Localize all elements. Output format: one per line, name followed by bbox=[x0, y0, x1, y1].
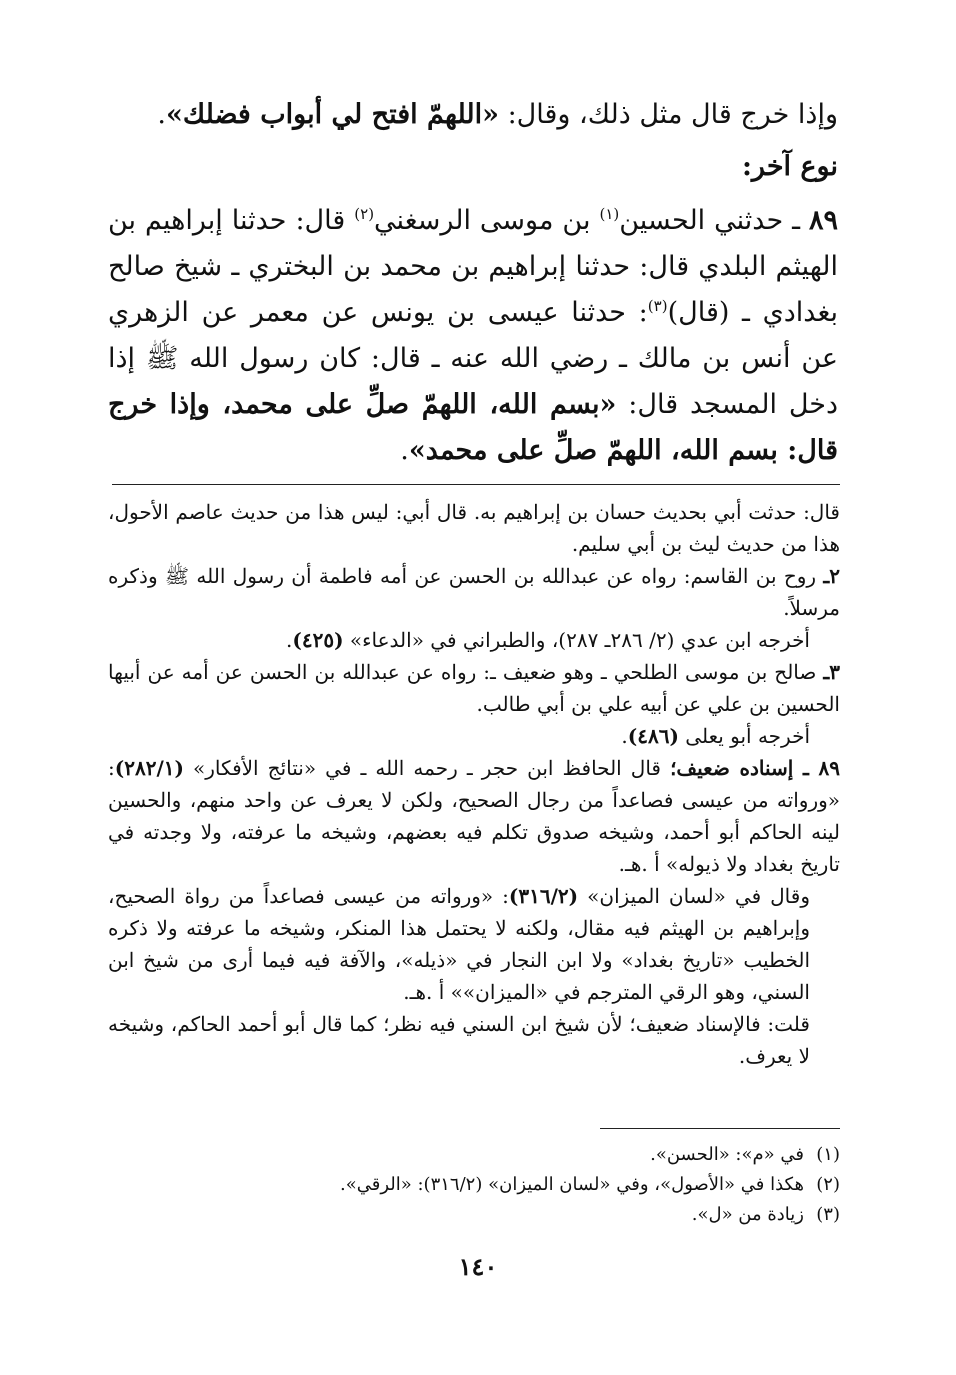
text-segment: . bbox=[400, 435, 409, 466]
text-segment: . bbox=[157, 99, 166, 130]
footnote-2 bbox=[108, 1170, 840, 1200]
isnad-grade: ـ إسناده ضعيف؛ bbox=[670, 756, 819, 780]
footnote-text: في «م»: «الحسن». bbox=[650, 1144, 804, 1165]
ref-number: (٣١٦/٢) bbox=[508, 884, 579, 908]
section-heading: نوع آخر: bbox=[741, 151, 838, 182]
note-number: ٨٩ bbox=[818, 756, 841, 780]
footnote-number: (١) bbox=[816, 1144, 840, 1165]
text-segment: . bbox=[286, 628, 293, 652]
footnote-1 bbox=[108, 1140, 840, 1170]
hadith-number: ٨٩ bbox=[808, 205, 838, 236]
hadith-matn: «بسم الله، اللهمّ صلِّ على محمد، وإذا خرج قال: بسم الله، اللهمّ صلِّ على محمد» bbox=[108, 389, 838, 466]
footnote-3 bbox=[108, 1200, 840, 1230]
text-segment: وإذا خرج قال مثل ذلك، وقال: bbox=[499, 99, 838, 130]
main-text bbox=[108, 92, 838, 474]
note-2 bbox=[108, 560, 840, 624]
text-segment: أخرجه ابن عدي (٢/ ٢٨٦ـ ٢٨٧)، والطبراني في «الدعاء» bbox=[343, 628, 810, 652]
text-segment: . bbox=[621, 724, 628, 748]
note-qultu: قلت: فالإسناد ضعيف؛ لأن شيخ ابن السني فيه نظر؛ كما قال أبو أحمد الحاكم، وشيخه لا يعرف. bbox=[108, 1012, 810, 1068]
note-89 bbox=[108, 752, 840, 880]
text-segment: أخرجه أبو يعلى bbox=[678, 724, 810, 748]
text-segment: : حدثنا عيسى بن يونس عن معمر عن الزهري عن أنس بن مالك ـ رضي الله عنه ـ قال: كان رسول الله ﷺ إذا دخل المسجد قال: bbox=[108, 297, 839, 420]
ref-number: (٤٢٥) bbox=[292, 628, 344, 652]
note-number: ٣ـ bbox=[823, 660, 840, 684]
commentary bbox=[108, 496, 840, 1072]
footnote-number: (٢) bbox=[816, 1174, 840, 1195]
footnote-divider bbox=[600, 1128, 840, 1129]
divider bbox=[112, 484, 840, 485]
ref-number: (٤٨٦) bbox=[627, 724, 679, 748]
note-2-takhrij bbox=[108, 624, 840, 656]
footnote-number: (٣) bbox=[816, 1204, 840, 1225]
hadith-89 bbox=[108, 198, 838, 474]
text-segment: : «ورواته من عيسى فصاعداً من رواة الصحيح، وإبراهيم بن الهيثم فيه مقال، ولكنه لا يحتمل هذا المنكر، وشيخه ما عرفته ولا ذكره الخطيب «تاريخ بغداد» ولا ابن النجار في «ذيله»، والآفة فيه فيما أرى من شيخ ابن السني، وهو الرقي المترجم في «الميزان»» أ .هـ. bbox=[108, 884, 810, 1004]
text-segment: روح بن القاسم: رواه عن عبدالله بن الحسن عن أمه فاطمة أن رسول الله ﷺ وذكره مرسلاً. bbox=[108, 564, 840, 620]
text-segment: قال: حدثنا إبراهيم بن الهيثم البلدي قال: حدثنا إبراهيم بن محمد بن البختري ـ شيخ صالح بغدادي ـ (قال) bbox=[108, 205, 839, 328]
footnote-ref-1: (١) bbox=[599, 205, 620, 223]
text-segment: صالح بن موسى الطلحي ـ وهو ضعيف ـ: رواه عن عبدالله بن الحسن عن أمه عن أبيها الحسين بن علي عن أبيه علي بن أبي طالب. bbox=[108, 660, 840, 716]
main-paragraph-1 bbox=[108, 92, 838, 138]
text-segment: ـ حدثني الحسين bbox=[619, 205, 809, 236]
footnote-text: هكذا في «الأصول»، وفي «لسان الميزان» (٣١٦/٢): «الرقي». bbox=[340, 1174, 804, 1195]
text-segment: وقال في «لسان الميزان» bbox=[578, 884, 810, 908]
note-3-takhrij bbox=[108, 720, 840, 752]
note-3 bbox=[108, 656, 840, 720]
footnotes bbox=[108, 1140, 840, 1230]
note-continuation: قال: حدثت أبي بحديث حسان بن إبراهيم به. قال أبي: ليس هذا من حديث عاصم الأحول، هذا من حديث ليث بن أبي سليم. bbox=[108, 500, 840, 556]
text-segment: قال الحافظ ابن حجر ـ رحمه الله ـ في «نتائج الأفكار» bbox=[183, 756, 671, 780]
footnote-text: زيادة من «ل». bbox=[691, 1204, 804, 1225]
note-number: ٢ـ bbox=[823, 564, 840, 588]
note-lisan bbox=[108, 880, 840, 1008]
dua-text: «اللهمّ افتح لي أبواب فضلك» bbox=[165, 99, 499, 130]
ref-number: (٢٨٢/١) bbox=[114, 756, 184, 780]
text-segment: بن موسى الرسغني bbox=[374, 205, 600, 236]
page-number: ١٤٠ bbox=[458, 1252, 498, 1281]
footnote-ref-3: (٣) bbox=[647, 297, 668, 315]
text-segment: : «ورواته من عيسى فصاعداً من رجال الصحيح، ولكن لا يعرف عن واحد منهم، والحسين لينه الحاكم أبو أحمد، وشيخه صدوق تكلم فيه بعضهم، وشيخه ما عرفته، ولا وجدته في تاريخ بغداد ولا ذيوله» أ .هـ. bbox=[108, 756, 840, 876]
footnote-ref-2: (٢) bbox=[354, 205, 375, 223]
